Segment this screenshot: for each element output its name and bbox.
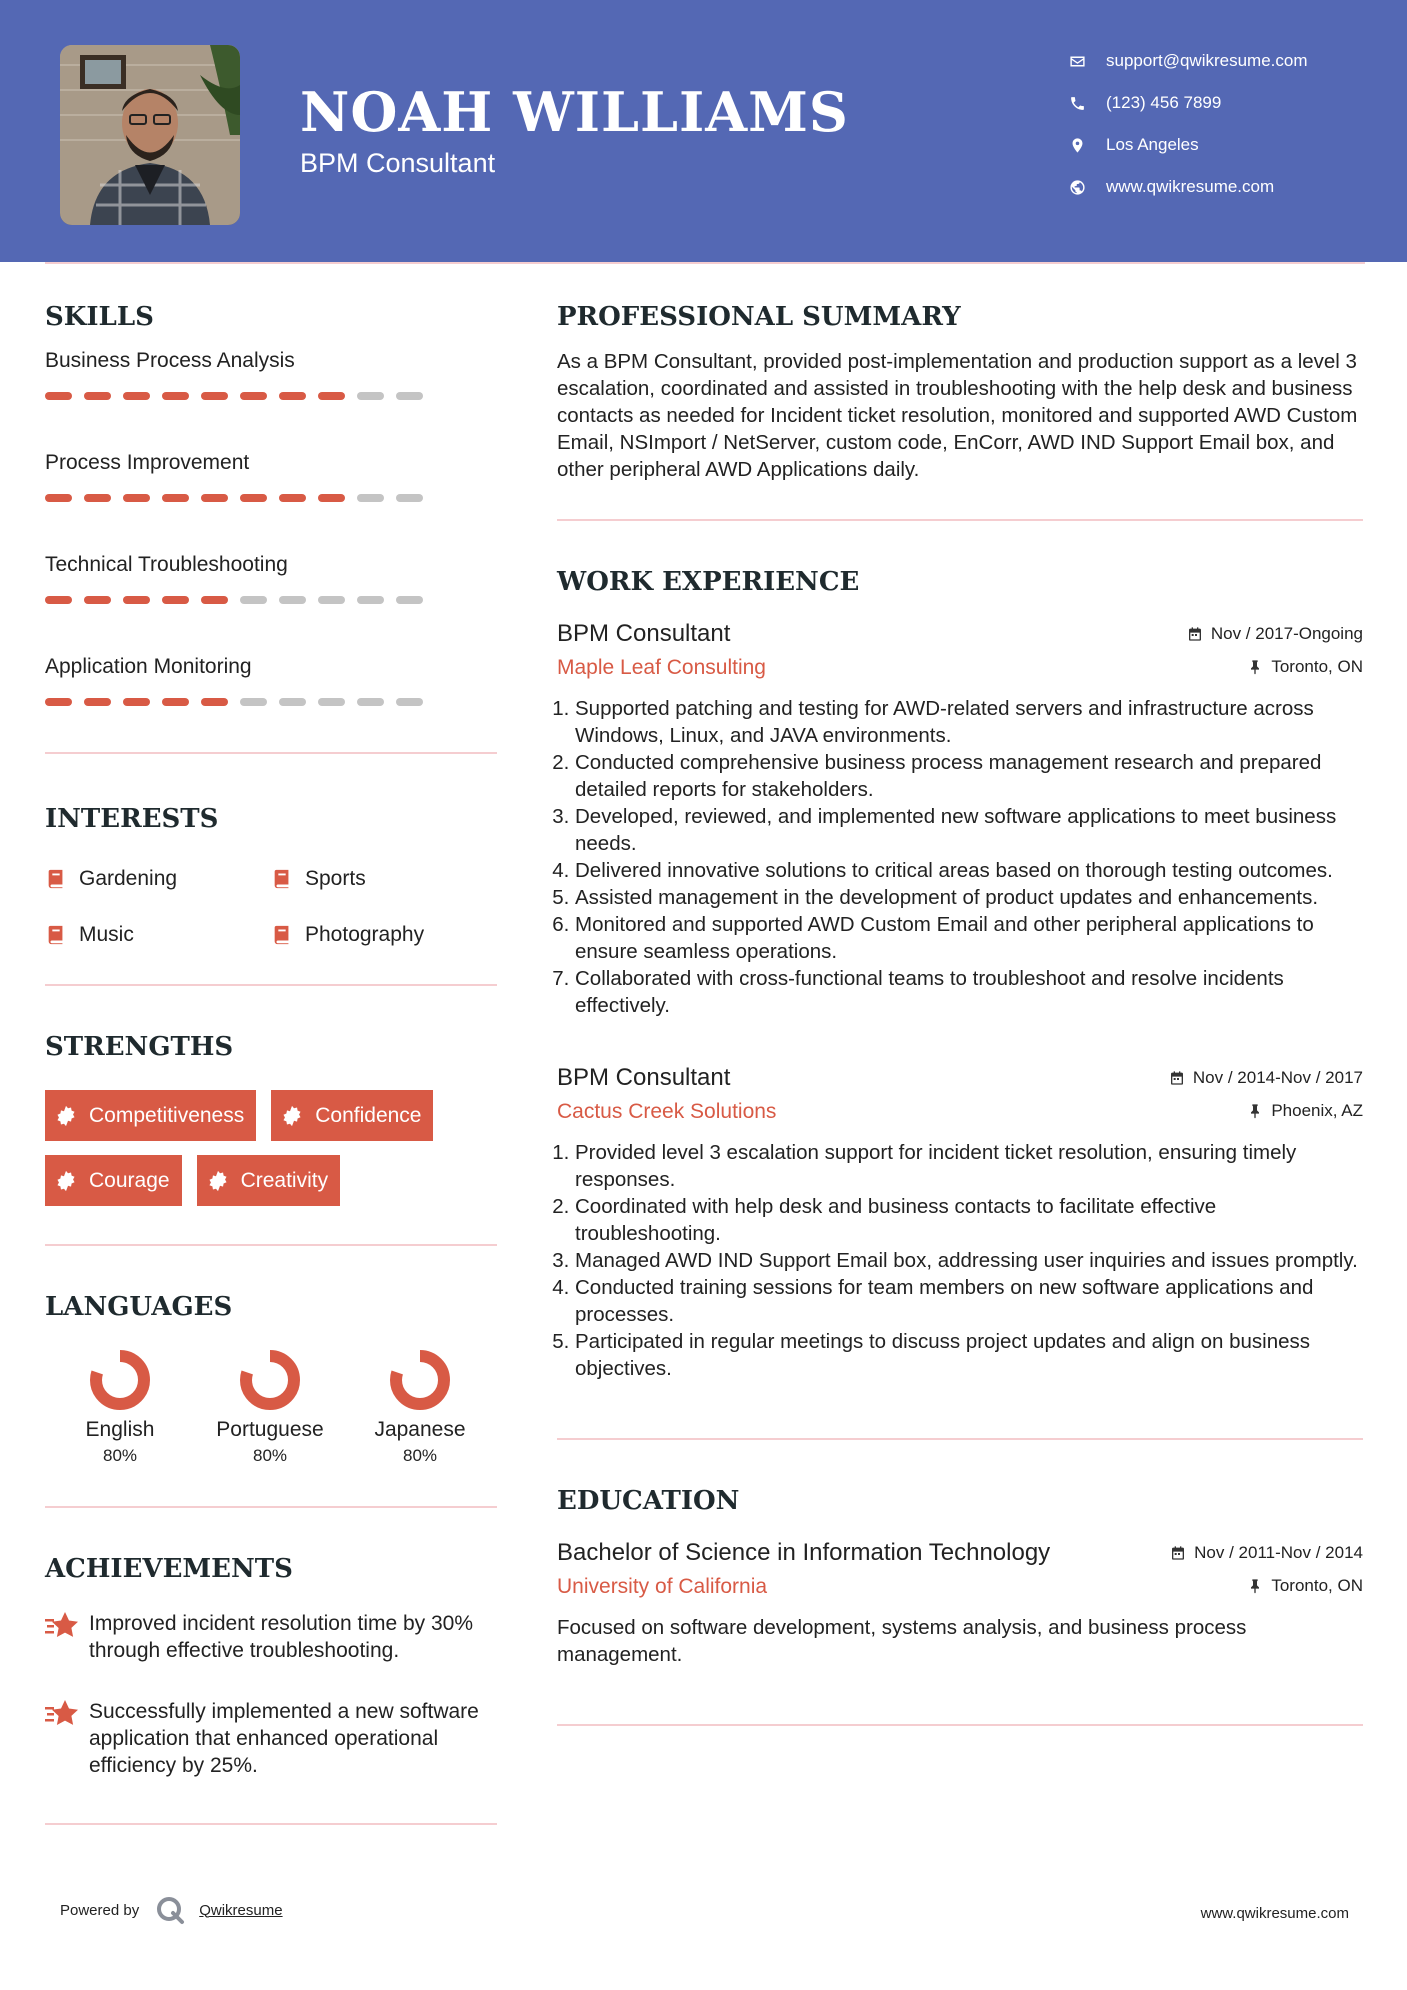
interest-label: Gardening [79,867,178,890]
skill-dot-filled [279,494,306,502]
contact-phone-text[interactable]: (123) 456 7899 [1106,93,1222,112]
skill-dot-filled [318,392,345,400]
interests-section [45,802,497,986]
book-icon [271,868,293,890]
contact-website-text[interactable]: www.qwikresume.com [1106,177,1275,196]
contact-location [1064,124,1308,166]
calendar-icon [1169,1070,1185,1086]
language-ring-arc [96,1356,144,1404]
skill-dot-filled [201,596,228,604]
skill-dot-filled [162,596,189,604]
skill-dot-empty [357,494,384,502]
achievements-heading: ACHIEVEMENTS [45,1554,293,1584]
qwikresume-link[interactable]: Qwikresume [199,1901,283,1919]
language-ring-arc [246,1356,294,1404]
book-icon [45,924,67,946]
section-divider [45,1506,497,1508]
strength-tag [45,1090,256,1141]
interests-heading: INTERESTS [45,804,219,834]
education-date [1170,1543,1363,1563]
skill-dot-filled [162,392,189,400]
map-pin-icon [1064,137,1090,154]
interest-item [271,918,497,952]
job-location [1247,1101,1363,1121]
skills-list [45,348,497,742]
experience-section [557,565,1363,1440]
skill-dot-empty [279,698,306,706]
envelope-icon [1064,53,1090,70]
job-entry [557,1063,1363,1382]
education-date-text: Nov / 2011-Nov / 2014 [1194,1543,1363,1562]
job-bullets [557,1139,1363,1382]
left-column [45,300,497,1825]
globe-icon [1064,179,1090,196]
achievement-text: Improved incident resolution time by 30% through effective troubleshooting. [89,1612,474,1662]
school-name: University of California [557,1575,768,1598]
skill-dot-filled [240,494,267,502]
footer-powered-by [60,1895,283,1925]
skill-dot-filled [123,596,150,604]
contact-location-text: Los Angeles [1106,135,1199,154]
job-date-text: Nov / 2017-Ongoing [1210,624,1363,643]
languages-list [45,1348,497,1466]
skill-level-meter [45,698,497,706]
skill-dot-empty [396,698,423,706]
strength-label: Courage [89,1168,170,1192]
powered-by-text: Powered by [60,1901,140,1919]
profile-photo [60,45,240,225]
skill-level-meter [45,596,497,604]
section-divider [557,1724,1363,1726]
strengths-section [45,1030,497,1246]
language-ring [88,1348,152,1412]
job-bullet: 4. Conducted training sessions for team members on new software applications and processes. [575,1274,1363,1328]
language-item [345,1348,495,1466]
strength-label: Confidence [315,1103,422,1127]
job-bullet: 2. Conducted comprehensive business process management research and prepared detailed reports for stakeholders. [575,749,1363,803]
job-bullet: 1. Supported patching and testing for AWD-related servers and infrastructure across Windows, Linux, and JAVA environments. [575,695,1363,749]
contact-list [1064,40,1308,208]
skill-dot-filled [240,392,267,400]
phone-icon [1064,95,1090,112]
footer-website[interactable]: www.qwikresume.com [1200,1905,1349,1922]
language-name: Japanese [374,1418,466,1441]
contact-phone[interactable] [1064,82,1308,124]
job-bullet: 7. Collaborated with cross-functional teams to troubleshoot and resolve incidents effectively. [575,965,1363,1019]
skill-dot-filled [162,494,189,502]
skill-dot-filled [279,392,306,400]
calendar-icon [1170,1545,1186,1561]
resume-header [0,0,1407,262]
languages-section [45,1290,497,1508]
job-bullet: 1. Provided level 3 escalation support for incident ticket resolution, ensuring timely responses. [575,1139,1363,1193]
degree-title: Bachelor of Science in Information Technology [557,1539,1051,1566]
job-date-text: Nov / 2014-Nov / 2017 [1192,1068,1363,1087]
job-bullet: 3. Managed AWD IND Support Email box, addressing user inquiries and issues promptly. [575,1247,1363,1274]
interest-label: Music [79,923,134,946]
skill-dot-empty [318,596,345,604]
job-bullets [557,695,1363,1019]
job-date [1187,624,1363,644]
job-bullet: 2. Coordinated with help desk and business contacts to facilitate effective troubleshooting. [575,1193,1363,1247]
language-item [45,1348,195,1466]
languages-heading: LANGUAGES [45,1292,233,1322]
skill-dot-filled [123,494,150,502]
language-percent: 80% [402,1446,438,1465]
star-icon [45,1610,79,1640]
achievement-text: Successfully implemented a new software application that enhanced operational efficiency by 25%. [89,1700,479,1777]
job-company: Maple Leaf Consulting [557,656,766,679]
pushpin-icon [1247,1578,1263,1594]
skill-dot-filled [84,596,111,604]
skill-dot-filled [84,698,111,706]
skill-dot-filled [318,494,345,502]
job-bullet: 5. Participated in regular meetings to discuss project updates and align on business objectives. [575,1328,1363,1382]
skill-dot-empty [357,698,384,706]
achievement-item [45,1610,497,1664]
job-bullet: 3. Developed, reviewed, and implemented new software applications to meet business needs. [575,803,1363,857]
strength-label: Competitiveness [89,1103,245,1127]
star-icon [45,1698,79,1728]
job-title: BPM Consultant [557,1064,731,1091]
skill-dot-filled [162,698,189,706]
language-name: English [85,1418,155,1441]
skill-dot-filled [45,494,72,502]
skill-dot-filled [45,596,72,604]
strengths-list [45,1090,497,1206]
skill-dot-filled [45,392,72,400]
strengths-heading: STRENGTHS [45,1032,234,1062]
skill-item [45,450,497,538]
skill-dot-filled [123,698,150,706]
language-percent: 80% [252,1446,288,1465]
summary-text: As a BPM Consultant, provided post-implementation and production support as a level 3 escalation, coordinated and assisted in troubleshooting with the help desk and business contacts as needed for Incident ticket resolution, monitored and supported AWD Custom Email, NSImport / NetServer, custom code, EnCorr, AWD IND Support Email box, and other peripheral AWD Applications daily. [557,350,1358,481]
job-location [1247,657,1363,677]
candidate-title: BPM Consultant [300,148,496,178]
skill-dot-empty [396,494,423,502]
job-entry [557,619,1363,1019]
header-divider [45,262,1365,264]
interest-label: Sports [305,867,366,890]
strength-label: Creativity [240,1168,329,1192]
skill-level-meter [45,392,497,400]
section-divider [45,752,497,754]
skill-dot-filled [201,494,228,502]
skill-dot-filled [84,494,111,502]
job-title: BPM Consultant [557,620,731,647]
skill-dot-empty [279,596,306,604]
skill-level-meter [45,494,497,502]
job-date [1169,1068,1363,1088]
education-location [1247,1576,1363,1596]
skills-heading: SKILLS [45,302,154,332]
badge-icon [281,1105,303,1127]
skill-dot-filled [84,392,111,400]
education-description: Focused on software development, systems analysis, and business process management. [557,1616,1247,1666]
qwikresume-logo-icon [155,1895,185,1925]
education-location-text: Toronto, ON [1271,1576,1363,1595]
contact-email-text[interactable]: support@qwikresume.com [1106,51,1308,70]
right-column [557,300,1363,1726]
pushpin-icon [1247,659,1263,675]
skill-dot-empty [396,392,423,400]
experience-heading: WORK EXPERIENCE [557,567,860,597]
section-divider [45,1823,497,1825]
badge-icon [55,1105,77,1127]
skill-item [45,552,497,640]
job-location-text: Toronto, ON [1271,657,1363,676]
education-entry [557,1538,1363,1668]
strength-tag [45,1155,182,1206]
language-ring-arc [396,1356,444,1404]
job-bullet: 5. Assisted management in the development of product updates and enhancements. [575,884,1363,911]
interest-item [271,862,497,896]
job-company: Cactus Creek Solutions [557,1100,777,1123]
language-ring [388,1348,452,1412]
contact-website[interactable] [1064,166,1308,208]
badge-icon [207,1170,229,1192]
skills-section [45,300,497,754]
skill-dot-empty [396,596,423,604]
skill-item [45,654,497,742]
skill-dot-empty [240,698,267,706]
achievement-item [45,1698,497,1779]
skill-dot-filled [201,392,228,400]
skill-name: Application Monitoring [45,655,252,678]
strength-tag [197,1155,341,1206]
interests-list [45,862,497,952]
education-section [557,1484,1363,1726]
section-divider [45,984,497,986]
book-icon [271,924,293,946]
interest-item [45,918,271,952]
job-bullet: 4. Delivered innovative solutions to critical areas based on thorough testing outcomes. [575,857,1363,884]
skill-item [45,348,497,436]
calendar-icon [1187,626,1203,642]
skill-dot-empty [240,596,267,604]
language-ring [238,1348,302,1412]
education-heading: EDUCATION [557,1486,740,1516]
summary-heading: PROFESSIONAL SUMMARY [557,302,961,332]
language-item [195,1348,345,1466]
section-divider [557,519,1363,521]
section-divider [557,1438,1363,1440]
skill-name: Technical Troubleshooting [45,553,288,576]
language-name: Portuguese [216,1418,324,1441]
skill-dot-empty [357,392,384,400]
skill-name: Process Improvement [45,451,250,474]
job-bullet: 6. Monitored and supported AWD Custom Email and other peripheral applications to ensure seamless operations. [575,911,1363,965]
skill-dot-filled [45,698,72,706]
pushpin-icon [1247,1103,1263,1119]
interest-item [45,862,271,896]
candidate-name: NOAH WILLIAMS [300,80,849,144]
book-icon [45,868,67,890]
skill-dot-empty [357,596,384,604]
strength-tag [271,1090,433,1141]
skill-dot-filled [201,698,228,706]
language-percent: 80% [102,1446,138,1465]
skill-dot-empty [318,698,345,706]
achievements-section [45,1552,497,1825]
job-location-text: Phoenix, AZ [1271,1101,1363,1120]
contact-email[interactable] [1064,40,1308,82]
section-divider [45,1244,497,1246]
skill-name: Business Process Analysis [45,349,295,372]
skill-dot-filled [123,392,150,400]
badge-icon [55,1170,77,1192]
summary-section [557,300,1363,521]
interest-label: Photography [305,923,425,946]
